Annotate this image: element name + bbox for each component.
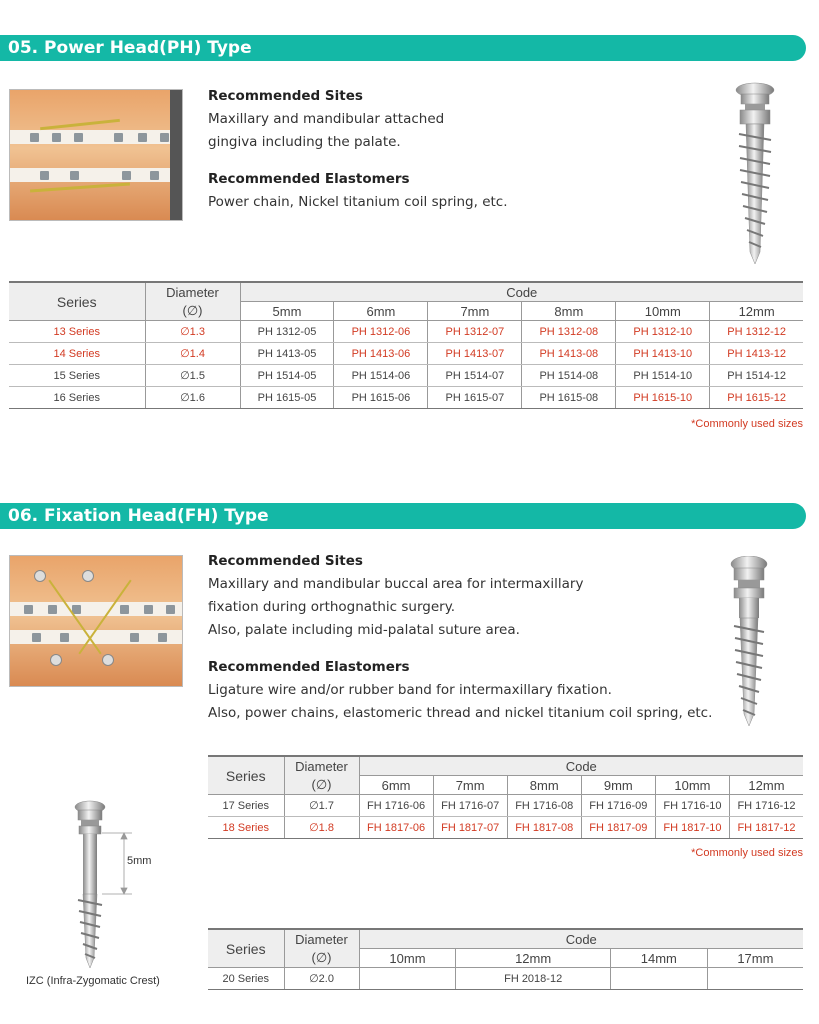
code-cell: FH 1817-10 xyxy=(655,817,729,839)
table-row xyxy=(9,321,803,343)
code-cell: PH 1615-12 xyxy=(710,387,803,409)
code-cell: FH 1716-09 xyxy=(581,795,655,817)
fh-elastomers-heading: Recommended Elastomers xyxy=(208,659,410,675)
ph-elastomers-line: Power chain, Nickel titanium coil spring, etc. xyxy=(208,194,508,210)
code-cell: PH 1413-10 xyxy=(616,343,710,365)
code-cell: PH 1615-10 xyxy=(616,387,710,409)
code-cell: PH 1615-08 xyxy=(522,387,616,409)
section-banner-ph: 05. Power Head(PH) Type xyxy=(0,35,806,61)
code-cell: PH 1514-06 xyxy=(334,365,428,387)
fh-sites-line: Maxillary and mandibular buccal area for intermaxillary xyxy=(208,576,584,592)
code-cell xyxy=(610,968,707,990)
size-header: 12mm xyxy=(710,302,803,321)
code-cell: PH 1413-05 xyxy=(240,343,334,365)
code-cell: FH 1716-06 xyxy=(359,795,433,817)
ph-clinical-photo xyxy=(9,89,183,221)
code-cell: FH 1716-07 xyxy=(433,795,507,817)
diameter-cell: ∅2.0 xyxy=(284,968,359,990)
diameter-cell: ∅1.7 xyxy=(284,795,359,817)
code-cell: PH 1615-06 xyxy=(334,387,428,409)
fh-spec-table xyxy=(208,755,803,839)
izc-caption: IZC (Infra-Zygomatic Crest) xyxy=(26,975,160,987)
code-cell: PH 1514-10 xyxy=(616,365,710,387)
fh-description xyxy=(208,550,712,725)
size-header: 8mm xyxy=(522,302,616,321)
series-cell: 18 Series xyxy=(208,817,284,839)
series-cell: 13 Series xyxy=(9,321,145,343)
code-cell: PH 1514-08 xyxy=(522,365,616,387)
ph-elastomers-heading: Recommended Elastomers xyxy=(208,171,410,187)
code-cell: PH 1413-07 xyxy=(428,343,522,365)
table-row xyxy=(208,795,803,817)
size-header: 10mm xyxy=(655,776,729,795)
fh-elastomers-line: Also, power chains, elastomeric thread and nickel titanium coil spring, etc. xyxy=(208,705,713,721)
table-row xyxy=(208,968,803,990)
diameter-symbol: (∅) xyxy=(284,776,359,795)
code-cell: PH 1312-06 xyxy=(334,321,428,343)
size-header: 6mm xyxy=(359,776,433,795)
series-header: Series xyxy=(208,756,284,795)
code-cell: FH 2018-12 xyxy=(456,968,610,990)
code-cell: PH 1312-07 xyxy=(428,321,522,343)
ph-sites-line: Maxillary and mandibular attached xyxy=(208,111,445,127)
fh-elastomers-line: Ligature wire and/or rubber band for intermaxillary fixation. xyxy=(208,682,612,698)
table-row xyxy=(9,343,803,365)
ph-sites-heading: Recommended Sites xyxy=(208,88,363,104)
size-header: 10mm xyxy=(359,949,456,968)
ph-spec-table xyxy=(9,281,803,409)
size-header: 7mm xyxy=(428,302,522,321)
izc-dimension-label: 5mm xyxy=(127,855,152,867)
diameter-header: Diameter xyxy=(284,756,359,776)
ph-description xyxy=(208,85,508,214)
ph-sites-line: gingiva including the palate. xyxy=(208,134,401,150)
size-header: 9mm xyxy=(581,776,655,795)
power-head-screw-image xyxy=(730,82,780,264)
diameter-cell: ∅1.6 xyxy=(145,387,240,409)
code-cell: PH 1312-12 xyxy=(710,321,803,343)
fh-common-sizes-note: *Commonly used sizes xyxy=(691,847,803,859)
code-cell: FH 1817-08 xyxy=(507,817,581,839)
fixation-head-screw-image xyxy=(725,556,773,726)
diameter-header: Diameter xyxy=(145,282,240,302)
code-cell: PH 1312-05 xyxy=(240,321,334,343)
ph-common-sizes-note: *Commonly used sizes xyxy=(691,418,803,430)
size-header: 17mm xyxy=(707,949,803,968)
size-header: 12mm xyxy=(456,949,610,968)
code-cell: PH 1514-07 xyxy=(428,365,522,387)
section-banner-fh: 06. Fixation Head(FH) Type xyxy=(0,503,806,529)
code-cell xyxy=(707,968,803,990)
diameter-cell: ∅1.8 xyxy=(284,817,359,839)
code-header: Code xyxy=(359,756,803,776)
diameter-cell: ∅1.4 xyxy=(145,343,240,365)
izc-screw-image xyxy=(72,800,162,970)
code-cell xyxy=(359,968,456,990)
code-cell: PH 1413-12 xyxy=(710,343,803,365)
fh-clinical-photo xyxy=(9,555,183,687)
size-header: 10mm xyxy=(616,302,710,321)
diameter-header: Diameter xyxy=(284,929,359,949)
fh-sites-line: Also, palate including mid-palatal suture area. xyxy=(208,622,520,638)
series-cell: 17 Series xyxy=(208,795,284,817)
series-cell: 20 Series xyxy=(208,968,284,990)
izc-spec-table xyxy=(208,928,803,990)
diameter-cell: ∅1.3 xyxy=(145,321,240,343)
series-header: Series xyxy=(208,929,284,968)
code-cell: FH 1716-08 xyxy=(507,795,581,817)
size-header: 12mm xyxy=(729,776,803,795)
code-cell: FH 1716-10 xyxy=(655,795,729,817)
table-row xyxy=(9,365,803,387)
fh-sites-heading: Recommended Sites xyxy=(208,553,363,569)
diameter-cell: ∅1.5 xyxy=(145,365,240,387)
series-cell: 15 Series xyxy=(9,365,145,387)
code-cell: PH 1514-05 xyxy=(240,365,334,387)
code-cell: FH 1817-06 xyxy=(359,817,433,839)
code-cell: PH 1514-12 xyxy=(710,365,803,387)
size-header: 5mm xyxy=(240,302,334,321)
fh-sites-line: fixation during orthognathic surgery. xyxy=(208,599,456,615)
diameter-symbol: (∅) xyxy=(284,949,359,968)
code-cell: PH 1312-08 xyxy=(522,321,616,343)
series-header: Series xyxy=(9,282,145,321)
table-row xyxy=(9,387,803,409)
size-header: 7mm xyxy=(433,776,507,795)
code-cell: PH 1615-07 xyxy=(428,387,522,409)
code-cell: PH 1615-05 xyxy=(240,387,334,409)
code-cell: FH 1817-07 xyxy=(433,817,507,839)
code-cell: PH 1413-06 xyxy=(334,343,428,365)
code-cell: FH 1817-12 xyxy=(729,817,803,839)
diameter-symbol: (∅) xyxy=(145,302,240,321)
code-header: Code xyxy=(240,282,803,302)
code-cell: PH 1312-10 xyxy=(616,321,710,343)
code-cell: FH 1817-09 xyxy=(581,817,655,839)
code-cell: PH 1413-08 xyxy=(522,343,616,365)
code-cell: FH 1716-12 xyxy=(729,795,803,817)
size-header: 6mm xyxy=(334,302,428,321)
size-header: 14mm xyxy=(610,949,707,968)
table-row xyxy=(208,817,803,839)
code-header: Code xyxy=(359,929,803,949)
size-header: 8mm xyxy=(507,776,581,795)
series-cell: 14 Series xyxy=(9,343,145,365)
series-cell: 16 Series xyxy=(9,387,145,409)
